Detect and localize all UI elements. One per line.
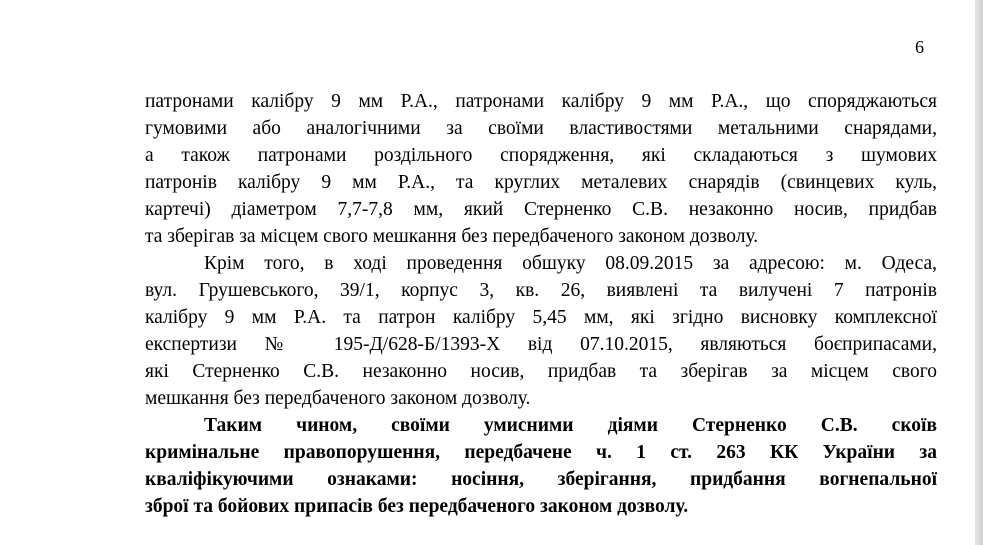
paragraph-line: які Стерненко С.В. незаконно носив, придбав та зберігав за місцем свого [145,361,937,382]
conclusion-line: кваліфікуючими ознаками: носіння, зберігання, придбання вогнепальної [145,469,937,490]
paragraph-line: вул. Грушевського, 39/1, корпус 3, кв. 26, виявлені та вилучені 7 патронів [145,280,937,301]
conclusion-line: зброї та бойових припасів без передбаченого законом дозволу. [145,496,689,517]
paragraph-line: та зберігав за місцем свого мешкання без передбаченого законом дозволу. [145,226,759,247]
paragraph-line: гумовими або аналогічними за своїми властивостями метальними снарядами, [145,118,937,139]
paragraph-line: патронів калібру 9 мм Р.А., та круглих металевих снарядів (свинцевих куль, [145,172,937,193]
conclusion-line: кримінальне правопорушення, передбачене ч. 1 ст. 263 КК України за [145,442,937,463]
paragraph-line: а також патронами роздільного спорядження, які складаються з шумових [145,145,937,166]
paragraph-line: калібру 9 мм Р.А. та патрон калібру 5,45 мм, які згідно висновку комплексної [145,307,937,328]
paragraph-line: експертизи № 195-Д/628-Б/1393-Х від 07.10.2015, являються боєприпасами, [145,334,937,355]
conclusion-line: Таким чином, своїми умисними діями Стерненко С.В. скоїв [204,415,937,436]
paragraph-line: патронами калібру 9 мм Р.А., патронами калібру 9 мм Р.А., що споряджаються [145,91,937,112]
page-edge [975,0,983,545]
paragraph-line: картечі) діаметром 7,7-7,8 мм, який Стерненко С.В. незаконно носив, придбав [145,199,937,220]
paragraph-line: Крім того, в ході проведення обшуку 08.09.2015 за адресою: м. Одеса, [204,253,937,274]
page-number: 6 [915,37,924,57]
paragraph-line: мешкання без передбаченого законом дозволу. [145,388,531,409]
